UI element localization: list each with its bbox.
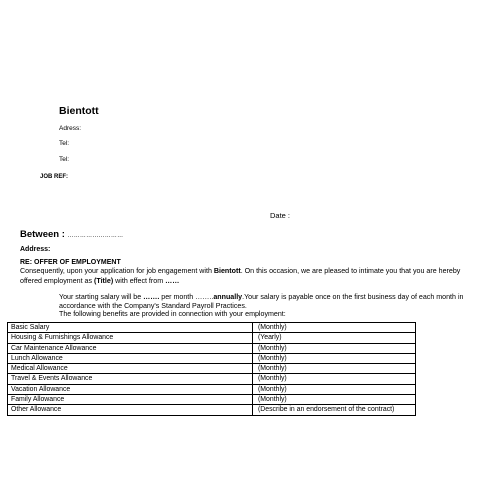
benefit-frequency: (Monthly) [253,395,416,405]
address-label: Address: [20,246,51,253]
intro-text: . On this occasion, we are pleased to intimate you that you are hereby offered employment as [20,267,461,285]
intro-title: (Title) [94,276,114,285]
salary-text-part: .Your salary is payable once on the first business day of each month in accordance with the Company's Standard Payroll Practices. [59,293,464,310]
benefit-name: Medical Allowance [8,364,253,374]
table-row [8,384,416,394]
job-ref-label: JOB REF: [40,174,69,180]
salary-text-part: Your starting salary will be [59,293,144,301]
table-row [8,395,416,405]
benefit-name: Lunch Allowance [8,353,253,363]
benefit-frequency: (Yearly) [253,333,416,343]
salary-paragraph [59,293,479,319]
benefit-name: Other Allowance [8,405,253,415]
table-row [8,374,416,384]
benefit-name: Family Allowance [8,395,253,405]
benefits-table [7,322,416,416]
benefit-frequency: (Monthly) [253,384,416,394]
between-line [20,229,123,240]
benefit-name: Travel & Events Allowance [8,374,253,384]
intro-dots: …… [165,276,180,285]
benefit-frequency: (Monthly) [253,343,416,353]
benefit-name: Vacation Allowance [8,384,253,394]
table-row [8,405,416,415]
adress-label: Adress: [59,125,82,132]
benefit-name: Housing & Furnishings Allowance [8,333,253,343]
intro-text: Consequently, upon your application for job engagement with [20,267,214,275]
intro-company: Bientott [213,267,241,275]
tel-label: Tel: [59,140,70,147]
benefit-frequency: (Monthly) [253,353,416,363]
benefit-name: Car Maintenance Allowance [8,343,253,353]
between-label: Between : [20,229,65,240]
intro-paragraph [20,267,482,286]
salary-text [59,293,479,310]
benefits-intro: The following benefits are provided in connection with your employment: [59,310,286,319]
salary-dots: …….. [195,293,214,301]
benefit-frequency: (Monthly) [253,323,416,333]
table-row [8,364,416,374]
intro-text: with effect from [113,276,166,285]
salary-dots: ……. [143,293,160,301]
subject-line: RE: OFFER OF EMPLOYMENT [20,259,121,266]
benefit-frequency: (Monthly) [253,374,416,384]
company-name: Bientott [59,105,99,117]
table-row [8,343,416,353]
date-label: Date : [270,211,291,220]
benefit-frequency: (Monthly) [253,364,416,374]
table-row [8,353,416,363]
salary-text-part: per month [159,293,196,301]
table-row [8,333,416,343]
tel-label: Tel: [59,156,70,163]
salary-annually: annually [213,293,243,301]
benefit-frequency: (Describe in an endorsement of the contract) [253,405,416,415]
table-row [8,323,416,333]
benefit-name: Basic Salary [8,323,253,333]
benefits-table-body [8,323,416,416]
between-dots: ……………………… [67,233,124,239]
